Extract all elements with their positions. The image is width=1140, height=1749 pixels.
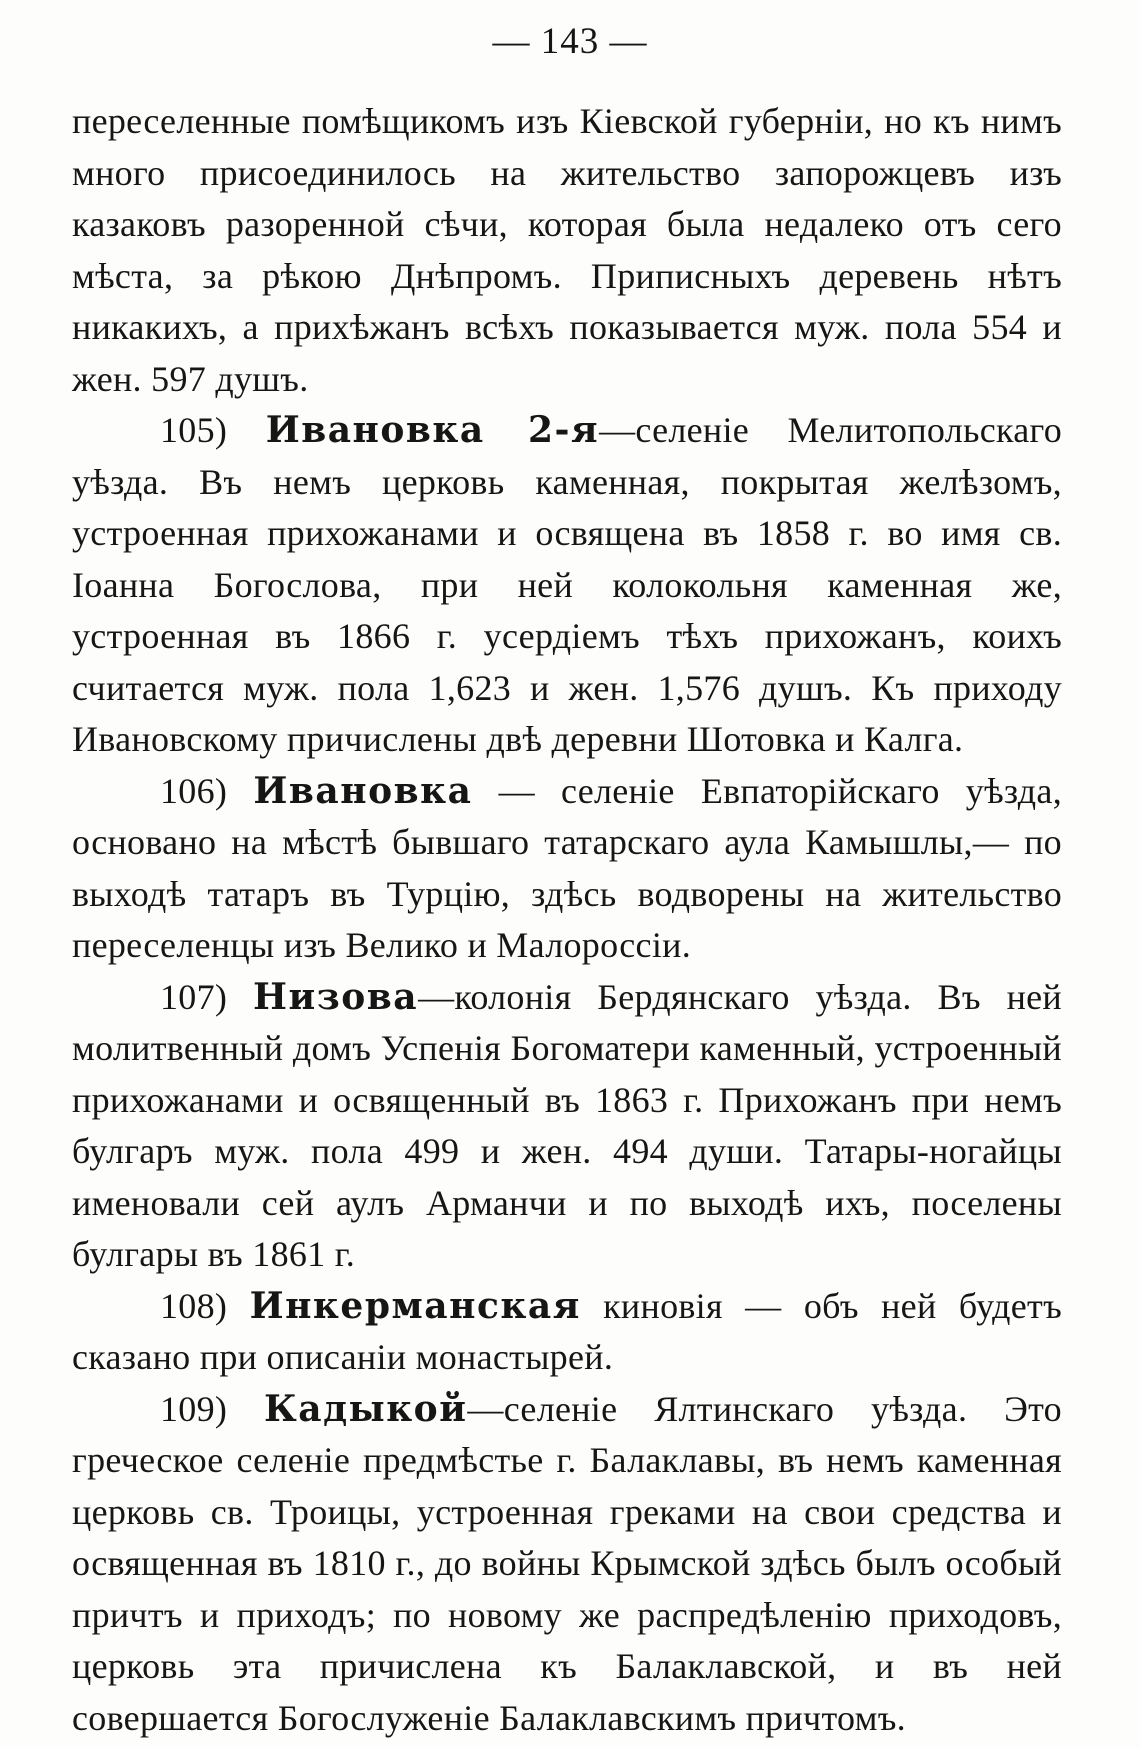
entry-number: 107): [160, 976, 228, 1017]
entry-text: киновія — объ ней будетъ сказано при описаніи монастырей.: [72, 1285, 1062, 1377]
entry-108: [72, 1281, 1062, 1384]
entry-number: 108): [160, 1285, 228, 1326]
entry-headword: Низова: [253, 975, 419, 1018]
entry-text: —селеніе Мелитопольскаго уѣзда. Въ немъ церковь каменная, покрытая желѣзомъ, устроенная прихожанами и освящена въ 1858 г. во имя св. Іоанна Богослова, при ней колокольня каменная же, устроенная въ 1866 г. усердіемъ тѣхъ прихожанъ, коихъ считается муж. пола 1,623 и жен. 1,576 душъ. Къ приходу Ивановскому причислены двѣ деревни Шотовка и Калга.: [72, 410, 1063, 759]
entry-number: 106): [160, 770, 228, 811]
entry-text: —селеніе Ялтинскаго уѣзда. Это греческое селеніе предмѣстье г. Балаклавы, въ немъ каменная церковь св. Троицы, устроенная греками на свои средства и освященная въ 1810 г., до войны Крымской здѣсь былъ особый причтъ и приходъ; по новому же распредѣленію приходовъ, церковь эта причислена къ Балаклавской, и въ ней совершается Богослуженіе Балаклавскимъ причтомъ.: [72, 1388, 1062, 1738]
page-number: — 143 —: [492, 21, 648, 62]
entry-text: — селеніе Евпаторійскаго уѣзда, основано на мѣстѣ бывшаго татарскаго аула Камышлы,— по выходѣ татаръ въ Турцію, здѣсь водворены на жительство переселенцы изъ Велико и Малороссіи.: [72, 770, 1062, 965]
main-text: [72, 96, 1062, 1744]
entry-105: [72, 405, 1062, 766]
entry-106: [72, 766, 1062, 972]
entry-headword: Ивановка 2-я: [265, 409, 600, 451]
entry-number: 105): [160, 410, 228, 450]
entry-text: —колонія Бердянскаго уѣзда. Въ ней молитвенный домъ Успенія Богоматери каменный, устроенный прихожанами и освященный въ 1863 г. Прихожанъ при немъ булгаръ муж. пола 499 и жен. 494 души. Татары-ногайцы именовали сей аулъ Арманчи и по выходѣ ихъ, поселены булгары въ 1861 г.: [72, 976, 1062, 1274]
entry-headword: Инкерманская: [249, 1284, 581, 1327]
entry-number: 109): [160, 1388, 228, 1429]
entry-headword: Кадыкой: [264, 1387, 468, 1430]
entry-107: [72, 972, 1062, 1281]
entry-headword: Ивановка: [253, 769, 473, 812]
intro-paragraph: переселенные помѣщикомъ изъ Кіевской губерніи, но къ нимъ много присоединилось на жительство запорожцевъ изъ казаковъ разоренной сѣчи, которая была недалеко отъ сего мѣста, за рѣкою Днѣпромъ. Приписныхъ деревень нѣтъ никакихъ, а прихѣжанъ всѣхъ показывается муж. пола 554 и жен. 597 душъ.: [72, 101, 1062, 399]
entry-109: [72, 1384, 1062, 1745]
